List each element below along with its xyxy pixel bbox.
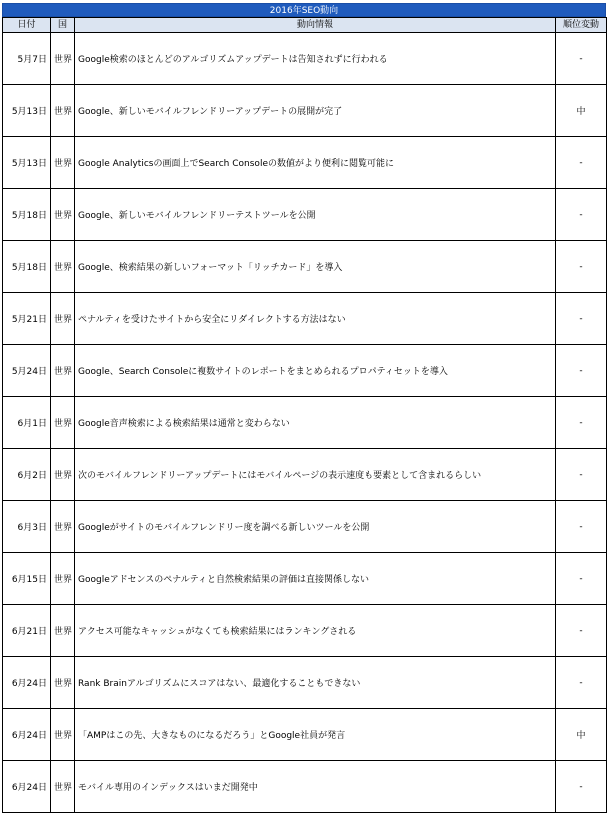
table-row (3, 553, 607, 605)
cell-country: 世界 (51, 449, 75, 501)
cell-country: 世界 (51, 553, 75, 605)
cell-country: 世界 (51, 345, 75, 397)
cell-rank: - (556, 553, 607, 605)
cell-country: 世界 (51, 397, 75, 449)
cell-rank: 中 (556, 709, 607, 761)
cell-country: 世界 (51, 501, 75, 553)
cell-rank: - (556, 137, 607, 189)
cell-info: 次のモバイルフレンドリーアップデートにはモバイルページの表示速度も要素として含まれるらしい (75, 449, 556, 501)
cell-info: Googleがサイトのモバイルフレンドリー度を調べる新しいツールを公開 (75, 501, 556, 553)
header-rank: 順位変動 (556, 18, 607, 33)
cell-date: 5月24日 (3, 345, 51, 397)
table-row (3, 605, 607, 657)
table-row (3, 657, 607, 709)
cell-info: Google、検索結果の新しいフォーマット「リッチカード」を導入 (75, 241, 556, 293)
cell-rank: 中 (556, 85, 607, 137)
cell-date: 6月24日 (3, 709, 51, 761)
cell-info: Google Analyticsの画面上でSearch Consoleの数値がより便利に閲覧可能に (75, 137, 556, 189)
cell-rank: - (556, 189, 607, 241)
cell-date: 5月7日 (3, 33, 51, 85)
seo-trends-table (2, 17, 607, 813)
cell-info: Google、新しいモバイルフレンドリーアップデートの展開が完了 (75, 85, 556, 137)
table-row (3, 137, 607, 189)
cell-country: 世界 (51, 709, 75, 761)
table-header (3, 18, 607, 33)
table-body (3, 33, 607, 813)
cell-date: 5月21日 (3, 293, 51, 345)
cell-rank: - (556, 501, 607, 553)
cell-country: 世界 (51, 293, 75, 345)
cell-info: Googleアドセンスのペナルティと自然検索結果の評価は直接関係しない (75, 553, 556, 605)
cell-rank: - (556, 657, 607, 709)
cell-date: 6月24日 (3, 657, 51, 709)
table-row (3, 761, 607, 813)
cell-rank: - (556, 345, 607, 397)
table-row (3, 449, 607, 501)
cell-date: 5月18日 (3, 189, 51, 241)
cell-info: ペナルティを受けたサイトから安全にリダイレクトする方法はない (75, 293, 556, 345)
cell-info: 「AMPはこの先、大きなものになるだろう」とGoogle社員が発言 (75, 709, 556, 761)
header-country: 国 (51, 18, 75, 33)
cell-rank: - (556, 241, 607, 293)
cell-country: 世界 (51, 657, 75, 709)
cell-date: 6月21日 (3, 605, 51, 657)
cell-info: モバイル専用のインデックスはいまだ開発中 (75, 761, 556, 813)
cell-date: 6月15日 (3, 553, 51, 605)
table-row (3, 293, 607, 345)
cell-info: Google音声検索による検索結果は通常と変わらない (75, 397, 556, 449)
cell-info: Google、新しいモバイルフレンドリーテストツールを公開 (75, 189, 556, 241)
table-row (3, 33, 607, 85)
table-row (3, 397, 607, 449)
cell-date: 6月2日 (3, 449, 51, 501)
cell-info: アクセス可能なキャッシュがなくても検索結果にはランキングされる (75, 605, 556, 657)
table-row (3, 501, 607, 553)
header-info: 動向情報 (75, 18, 556, 33)
cell-info: Google、Search Consoleに複数サイトのレポートをまとめられるプロパティセットを導入 (75, 345, 556, 397)
cell-rank: - (556, 761, 607, 813)
header-date: 日付 (3, 18, 51, 33)
cell-date: 5月13日 (3, 85, 51, 137)
cell-rank: - (556, 605, 607, 657)
table-title: 2016年SEO動向 (2, 3, 606, 17)
cell-country: 世界 (51, 241, 75, 293)
table-row (3, 189, 607, 241)
table-row (3, 85, 607, 137)
table-row (3, 709, 607, 761)
cell-country: 世界 (51, 85, 75, 137)
cell-date: 6月3日 (3, 501, 51, 553)
cell-rank: - (556, 293, 607, 345)
cell-date: 6月1日 (3, 397, 51, 449)
table-row (3, 241, 607, 293)
cell-date: 5月13日 (3, 137, 51, 189)
table-row (3, 345, 607, 397)
cell-rank: - (556, 33, 607, 85)
cell-country: 世界 (51, 761, 75, 813)
cell-info: Rank Brainアルゴリズムにスコアはない、最適化することもできない (75, 657, 556, 709)
cell-rank: - (556, 449, 607, 501)
cell-country: 世界 (51, 137, 75, 189)
cell-rank: - (556, 397, 607, 449)
cell-date: 5月18日 (3, 241, 51, 293)
cell-country: 世界 (51, 605, 75, 657)
cell-date: 6月24日 (3, 761, 51, 813)
cell-country: 世界 (51, 33, 75, 85)
cell-info: Google検索のほとんどのアルゴリズムアップデートは告知されずに行われる (75, 33, 556, 85)
cell-country: 世界 (51, 189, 75, 241)
